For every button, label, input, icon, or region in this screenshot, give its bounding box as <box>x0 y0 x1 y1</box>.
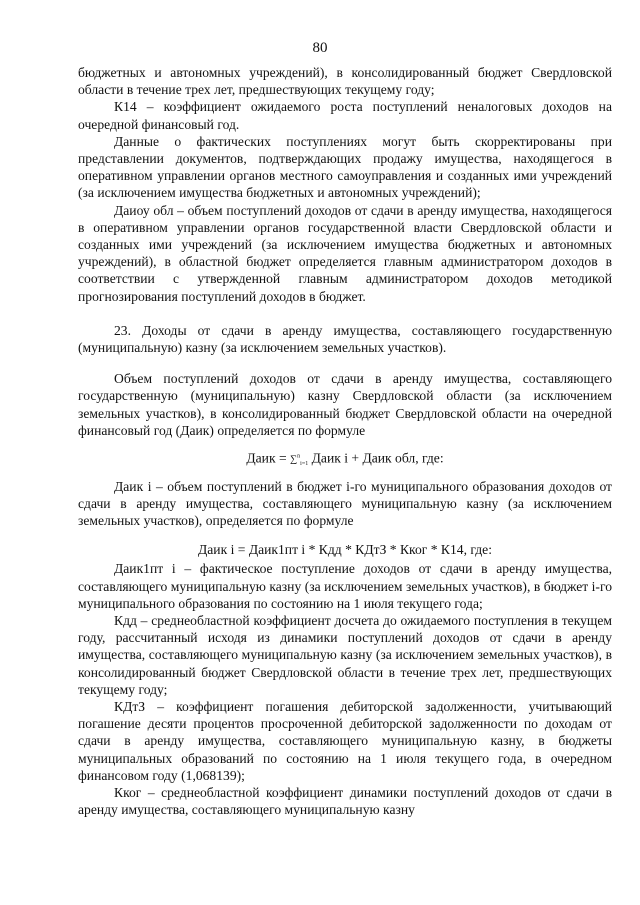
paragraph-daik-i-definition: Даик i – объем поступлений в бюджет i-го муниципального образования доходов от сдачи в аренду имущества, составляющего муниципальную казну (за исключением земельных участков), определяется по формуле <box>78 478 612 528</box>
paragraph-kkog-definition: Кког – среднеобластной коэффициент динамики поступлений доходов от сдачи в аренду имущества, составляющего муниципальную казну <box>78 785 612 818</box>
paragraph-daik-intro: Объем поступлений доходов от сдачи в аренду имущества, составляющего государственную (муниципальную) казну Свердловской области (за исключением земельных участков), в консолидированный бюджет Свердловской области на очередной финансовый год (Даик) определяется по формуле <box>78 371 612 438</box>
formula-rhs: Даик i + Даик обл, где: <box>308 450 444 466</box>
section-heading-23: 23. Доходы от сдачи в аренду имущества, составляющего государственную (муниципальную) казну (за исключением земельных участков). <box>78 322 612 356</box>
paragraph-kdtz-definition: КДтЗ – коэффициент погашения дебиторской задолженности, учитывающий погашение десяти процентов просроченной дебиторской задолженности по доходам от сдачи в аренду имущества, составляющего муниципальную казну, в бюджеты муниципальных образований по состоянию на 1 июля текущего года, в очередном финансовом году (1,068139); <box>78 699 612 783</box>
paragraph-daik1pt-definition: Даик1пт i – фактическое поступление доходов от сдачи в аренду имущества, составляющего муниципальную казну (за исключением земельных участков), в бюджет i-го муниципального образования по состоянию на 1 июля текущего года; <box>78 561 612 611</box>
page-number: 80 <box>312 40 328 56</box>
paragraph-continuation: бюджетных и автономных учреждений), в консолидированный бюджет Свердловской области в течение трех лет, предшествующих текущему году; <box>78 65 612 98</box>
formula-lhs: Даик = <box>246 450 291 466</box>
document-body <box>78 64 612 818</box>
formula-daik-i: Даик i = Даик1пт i * Кдд * КДтЗ * Кког * К14, где: <box>198 542 492 558</box>
paragraph-daiou-definition: Даиоу обл – объем поступлений доходов от сдачи в аренду имущества, находящегося в оперативном управлении органов государственной власти Свердловской области и созданных ими учреждений (за исключением имущества бюджетных и автономных учреждений), в областной бюджет определяется главным администратором доходов в соответствии с утвержденной главным администратором доходов методикой прогнозирования поступлений доходов в бюджет. <box>78 202 612 304</box>
paragraph-kdd-definition: Кдд – среднеобластной коэффициент досчета до ожидаемого поступления в текущем году, рассчитанный исходя из динамики поступлений доходов от сдачи в аренду имущества, составляющего муниципальную казну (за исключением земельных участков), в консолидированный бюджет Свердловской области в течение трех лет, предшествующих текущему году; <box>78 613 612 697</box>
paragraph-k14-definition: К14 – коэффициент ожидаемого роста поступлений неналоговых доходов на очередной финансовый год. <box>78 99 612 132</box>
paragraph-actual-receipts-note: Данные о фактических поступлениях могут быть скорректированы при представлении документов, подтверждающих продажу имущества, находящегося в оперативном управлении органов местного самоуправления и созданных ими учреждений (за исключением имущества бюджетных и автономных учреждений); <box>78 133 612 201</box>
formula-daik-sum <box>78 449 612 474</box>
sum-symbol: ∑$^n_{i=1}$ <box>290 454 309 468</box>
